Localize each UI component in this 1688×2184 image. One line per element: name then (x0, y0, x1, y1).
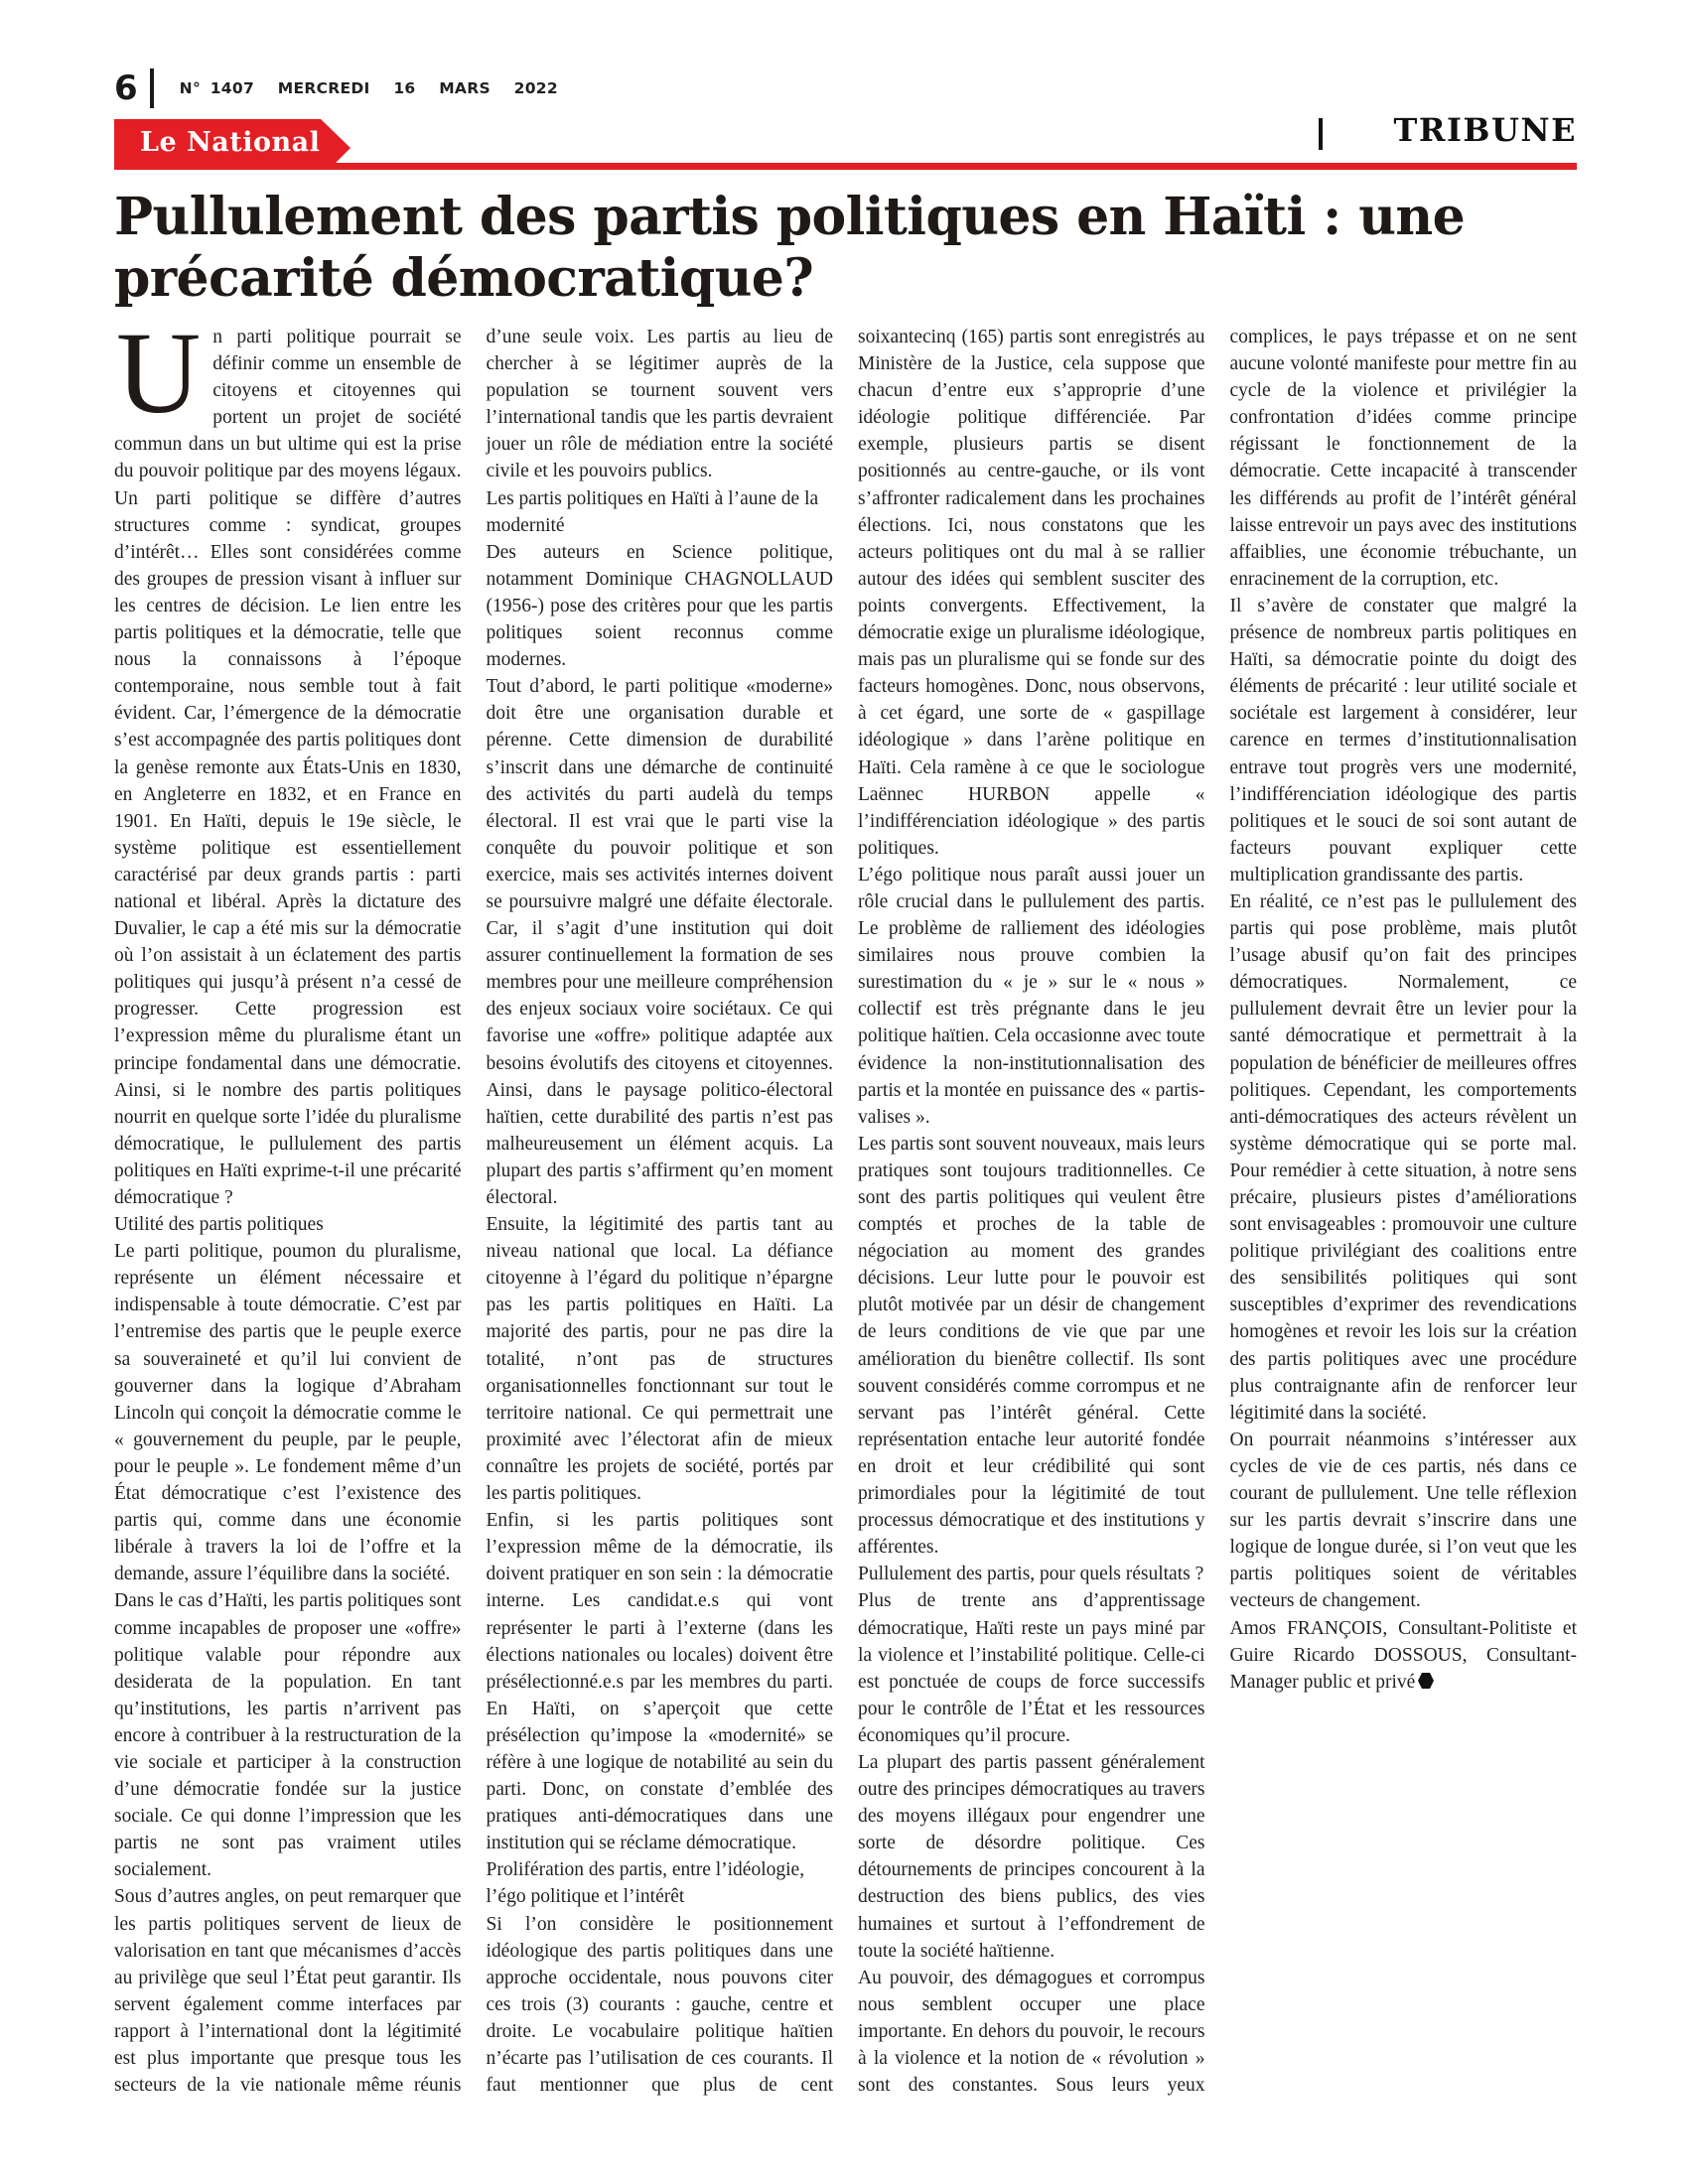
paragraph: Dans le cas d’Haïti, les partis politiques sont comme incapables de proposer une «offre» politique valable pour répondre aux desiderata de la population. En tant qu’institutions, les partis n’arrivent pas encore à contribuer à la restructuration de la vie sociale et participer à la construction d’une démocratie fondée sur la justice sociale. Ce qui donne l’impression que les partis ne sont pas vraiment utiles socialement. (114, 1590, 462, 1881)
paragraph: Au pouvoir, des démagogues et corrompus nous semblent occuper une place importante. En dehors du pouvoir, le recours à la violence et la notion de « révolution » sont des constantes. Sous leurs yeux complices, le pays trépasse et on ne sent aucune volonté manifeste pour mettre fin au cycle de la violence et privilégier la confrontation d’idées comme principe régissant le fonctionnement de la démocratie. Cette incapacité à transcender les différends au profit de l’intérêt général laisse entrevoir un pays avec des institutions affaiblies, une économie trébuchante, un enracinement de la corruption, etc. (858, 327, 1577, 2097)
paragraph: Des auteurs en Science politique, notamment Dominique CHAGNOLLAUD (1956-) pose des critères pour que les partis politiques soient reconnus comme modernes. (486, 541, 833, 671)
paragraph: Sous d’autres angles, on peut remarquer que les partis politiques servent de lieux de valorisation en tant que mécanismes d’accès au privilège que seul l’État peut garantir. Ils servent également comme interfaces par rapport à l’international dont la légitimité est plus importante que presque tous les secteurs de la vie nationale même réunis d’une seule voix. Les partis au lieu de chercher à se légitimer auprès de la population se tournent souvent vers l’international tandis que les partis devraient jouer un rôle de médiation entre la société civile et les pouvoirs publics. (114, 327, 833, 2097)
paragraph: Les partis sont souvent nouveaux, mais leurs pratiques sont toujours traditionnelles. Ce sont des partis politiques qui veulent être comptés et proches de la table de négociation au moment des grandes décisions. Leur lutte pour le pouvoir est plutôt motivée par un désir de changement de leurs conditions de vie que par une amélioration du bienêtre collectif. Ils sont souvent considérés comme corrompus et ne servant pas l’intérêt général. Cette représentation entache leur autorité fondée en droit et leur crédibilité qui sont primordiales pour la légitimité de tout processus démocratique et des institutions y afférentes. (858, 1133, 1205, 1559)
header-rule (114, 163, 1577, 170)
paragraph: Il s’avère de constater que malgré la présence de nombreux partis politiques en Haïti, sa démocratie pointe du doigt des éléments de précarité : leur utilité sociale et sociétale est largement à considérer, leur carence en termes d’institutionnalisation entrave tout progrès vers une modernité, l’indifférenciation idéologique des partis politiques et le souci de soi sont autant de facteurs pouvant expliquer cette multiplication grandissante des partis. (1229, 595, 1577, 886)
subheading: Pullulement des partis, pour quels résultats ? (858, 1564, 1204, 1585)
issue-weekday: MERCREDI (277, 79, 370, 97)
drop-cap: U (116, 308, 202, 438)
paragraph: Tout d’abord, le parti politique «moderne» doit être une organisation durable et pérenne. Cette dimension de durabilité s’inscrit dans une démarche de continuité des activités du parti audelà du temps électoral. Il est vrai que le parti vise la conquête du pouvoir politique et son exercice, mais ses activités internes doivent se poursuivre malgré une défaite électorale. Car, il s’agit d’une institution qui doit assurer continuellement la formation de ses membres pour une meilleure compréhension des enjeux sociaux voire sociétaux. Ce qui favorise une «offre» politique adaptée aux besoins évolutifs des citoyens et citoyennes. Ainsi, dans le paysage politico-électoral haïtien, cette durabilité des partis n’est pas malheureusement un élément acquis. La plupart des partis s’affirment qu’en moment électoral. (486, 676, 833, 1208)
section-divider (1319, 118, 1323, 150)
paragraph-intro (114, 308, 462, 1211)
subheading: Utilité des partis politiques (114, 1214, 324, 1236)
paragraph: Le parti politique, poumon du pluralisme, représente un élément nécessaire et indispensable à toute démocratie. C’est par l’entremise des partis que le peuple exerce sa souveraineté et qu’il lui convient de gouverner dans la logique d’Abraham Lincoln qui conçoit la démocratie comme le « gouvernement du peuple, par le peuple, pour le peuple ». Le fondement même d’un État démocratique c’est l’existence des partis qui, comme dans une économie libérale à travers la loi de l’offre et la demande, assure l’équilibre dans la société. (114, 1241, 462, 1585)
folio-divider (150, 68, 154, 108)
logo-text: Le National (140, 127, 321, 158)
issue-year: 2022 (513, 79, 558, 97)
issue-number: N° 1407 (179, 79, 255, 97)
author-text: Amos FRANÇOIS, Consultant-Politiste et Guire Ricardo DOSSOUS, Consultant-Manager public et privé (1229, 1617, 1577, 1693)
paragraph: Ensuite, la légitimité des partis tant au niveau national que local. La défiance citoyenne à l’égard du politique n’épargne pas les partis politiques en Haïti. La majorité des partis, pour ne pas dire la totalité, n’ont pas de structures organisationnelles fonctionnant sur tout le territoire national. Ce qui permettrait une proximité avec l’électorat afin de mieux connaître les projets de société, portés par les partis politiques. (486, 1214, 833, 1505)
paragraph: Enfin, si les partis politiques sont l’expression même de la démocratie, ils doivent pratiquer en son sein : la démocratie interne. Les candidat.e.s qui vont représenter le parti à l’externe (dans les élections nationales ou locales) doivent être présélectionné.e.s par les membres du parti. En Haïti, on s’aperçoit que cette présélection qu’impose la «modernité» se réfère à une logique de notabilité au sein du parti. Donc, on constate d’emblée des pratiques anti-démocratiques dans une institution qui se réclame démocratique. (486, 1510, 833, 1854)
article-body (114, 308, 1577, 2111)
author-credit (1230, 1615, 1578, 1696)
article-title: Pullulement des partis politiques en Haïti : une précarité démocratique? (114, 187, 1466, 309)
folio (114, 66, 572, 111)
section-label: TRIBUNE (1393, 111, 1577, 149)
end-mark-icon (1417, 1672, 1435, 1690)
paragraph: Si l’on considère le positionnement idéologique des partis politiques dans une approche occidentale, nous pouvons citer ces trois (3) courants : gauche, centre et droite. Le vocabulaire politique haïtien n’écarte pas l’utilisation de ces courants. Il faut mentionner que plus de cent soixantecinq (165) partis sont enregistrés au Ministère de la Justice, cela suppose que chacun d’entre eux s’approprie d’une idéologie politique différenciée. Par exemple, plusieurs partis se disent positionnés au centre-gauche, or ils vont s’affronter radicalement dans les prochaines élections. Ici, nous constatons que les acteurs politiques ont du mal à se rallier autour des idées qui semblent susciter des points convergents. Effectivement, la démocratie exige un pluralisme idéologique, mais pas un pluralisme qui se fonde sur des facteurs homogènes. Donc, nous observons, à cet égard, une sorte de « gaspillage idéologique » dans l’arène politique en Haïti. Cela ramène à ce que le sociologue Laënnec HURBON appelle « l’indifférenciation idéologique » des partis politiques. (486, 327, 1205, 2097)
issue-day: 16 (393, 79, 416, 97)
paragraph: La plupart des partis passent généralement outre des principes démocratiques au travers des moyens illégaux pour engendrer une sorte de désordre politique. Ces détournements de principes concourent à la destruction des biens publics, des vies humaines et surtout à l’effondrement de toute la société haïtienne. (858, 1751, 1205, 1962)
issue-month: MARS (439, 79, 491, 97)
subheading: Prolifération des partis, entre l’idéologie, l’égo politique et l’intérêt (486, 1859, 805, 1908)
issue-line (180, 79, 572, 97)
paragraph: L’égo politique nous paraît aussi jouer un rôle crucial dans le pullulement des partis. Le problème de ralliement des idéologies similaires nous prouve combien la surestimation du « je » sur le « nous » collectif est très prégnante dans le jeu politique haïtien. Cela occasionne avec toute évidence la non-institutionnalisation des partis et la montée en puissance des « partis-valises ». (858, 864, 1205, 1128)
paragraph: On pourrait néanmoins s’intéresser aux cycles de vie de ces partis, nés dans ce courant de pullulement. Une telle réflexion sur les partis devrait s’inscrire dans une logique de longue durée, si l’on veut que les partis politiques soient de véritables vecteurs de changement. (1229, 1429, 1577, 1612)
page-number: 6 (114, 68, 138, 108)
paragraph: Plus de trente ans d’apprentissage démocratique, Haïti reste un pays miné par la violence et l’instabilité politique. Celle-ci est ponctuée de coups de force successifs pour le contrôle de l’État et les ressources économiques qu’il procure. (858, 1590, 1205, 1746)
paragraph: En réalité, ce n’est pas le pullulement des partis qui pose problème, mais plutôt l’usage abusif qu’on fait des principes démocratiques. Normalement, ce pullulement devrait être un levier pour la santé démocratique et permettrait à la population de bénéficier de meilleures offres politiques. Cependant, les comportements anti-démocratiques des acteurs révèlent un système démocratique qui se porte mal. Pour remédier à cette situation, à notre sens précaire, plusieurs pistes d’améliorations sont envisageables : promouvoir une culture politique privilégiant des coalitions entre des sensibilités politiques qui sont susceptibles d’exprimer des revendications homogènes et revoir les lois sur la création des partis politiques avec une procédure plus contraignante afin de renforcer leur légitimité dans la société. (1229, 890, 1577, 1424)
subheading: Les partis politiques en Haïti à l’aune de la modernité (486, 487, 819, 536)
intro-text: n parti politique pourrait se définir comme un ensemble de citoyens et citoyennes qui portent un projet de société commun dans un but ultime qui est la prise du pouvoir politique par des moyens légaux. Un parti politique se diffère d’autres structures comme : syndicat, groupes d’intérêt… Elles sont considérées comme des groupes de pression visant à influer sur les centres de décision. Le lien entre les partis politiques et la démocratie, telle que nous la connaissons à l’époque contemporaine, nous semble tout à fait évident. Car, l’émergence de la démocratie s’est accompagnée des partis politiques dont la genèse remonte aux États-Unis en 1830, en Angleterre en 1832, et en France en 1901. En Haïti, depuis le 19e siècle, le système politique est essentiellement caractérisé par deux grands partis : parti national et libéral. Après la dictature des Duvalier, le cap a été mis sur la démocratie où l’on assistait à un éclatement des partis politiques qui jusqu’à présent n’a cessé de progresser. Cette progression est l’expression même du pluralisme étant un principe fondamental dans une démocratie. Ainsi, si le nombre des partis politiques nourrit en quelque sorte l’idée du pluralisme démocratique, le pullulement des partis politiques en Haïti exprime-t-il une précarité démocratique ? (114, 327, 462, 1208)
